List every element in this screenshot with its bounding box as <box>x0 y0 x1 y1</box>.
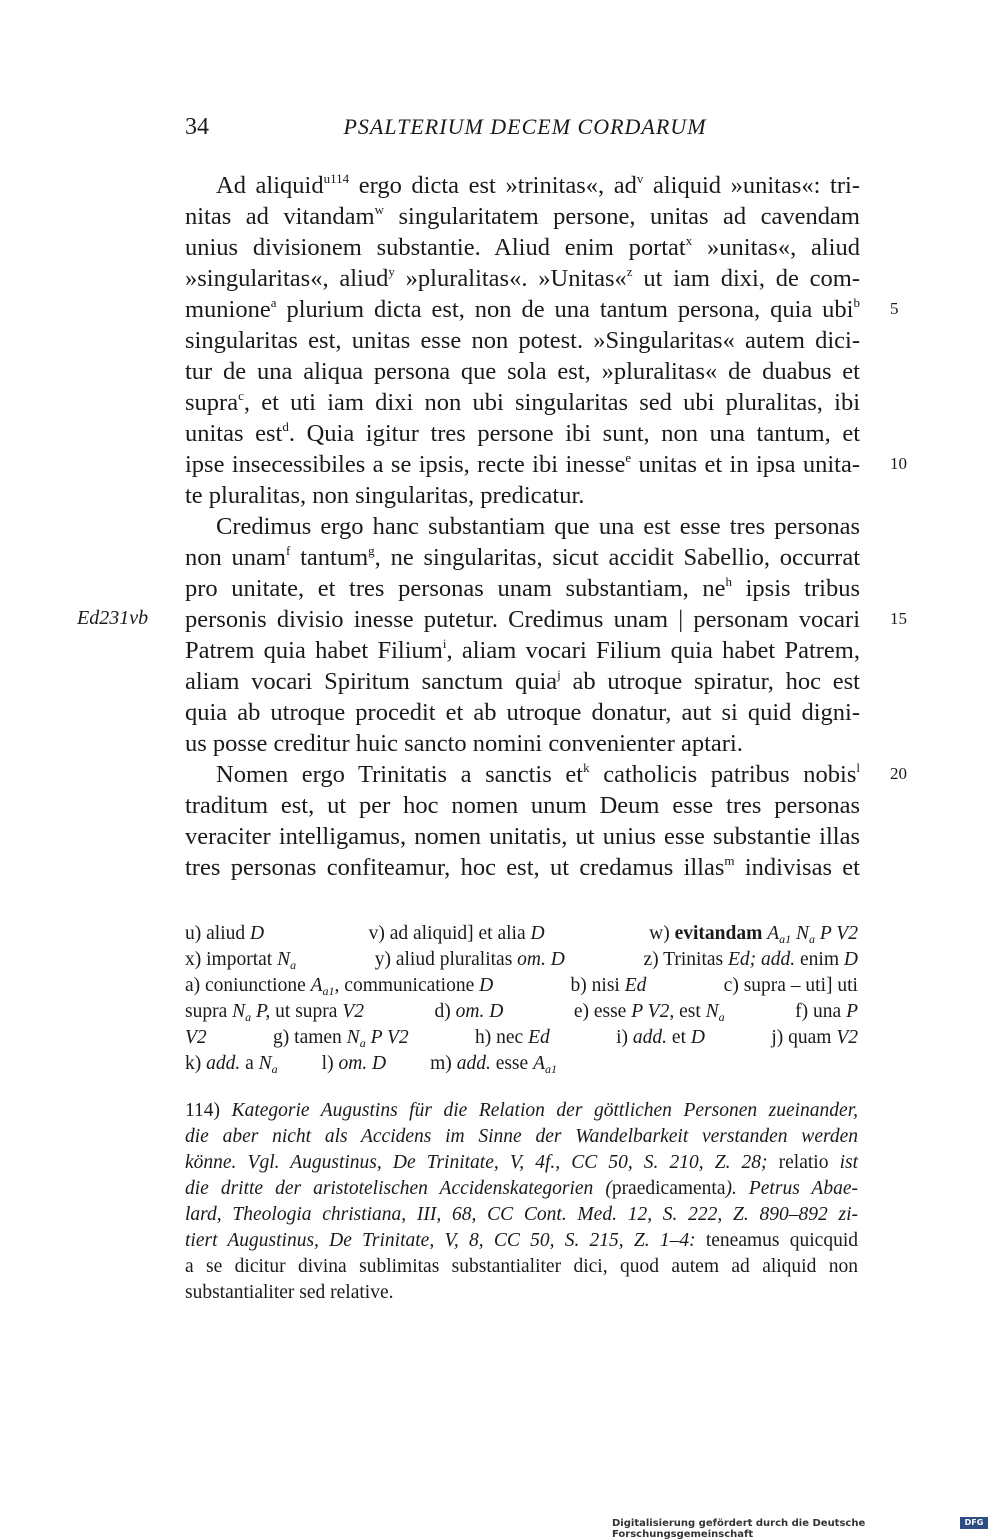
apparatus-entry: e) esse P V2, est $N_a$ <box>573 1001 725 1024</box>
apparatus-line-1 <box>185 921 858 947</box>
digitization-credit: Digitalisierung gefördert durch die Deutsche Forschungsgemeinschaft <box>612 1518 866 1540</box>
apparatus-entry: h) nec Ed <box>475 1027 550 1048</box>
apparatus-line-2 <box>185 947 858 973</box>
line-number: 10 <box>890 454 907 473</box>
text-line-16: Patrem quia habet Filium$^i$, aliam vocari Filium quia habet Patrem, <box>185 636 860 664</box>
apparatus-line-6 <box>185 1051 858 1077</box>
apparatus-entry: c) supra – uti] uti <box>723 975 858 996</box>
apparatus-entry: d) om. D <box>434 1001 504 1022</box>
note-line-2: die aber nicht als Accidens im Sinne der Wandelbarkeit verstanden werden <box>185 1126 858 1147</box>
page-number: 34 <box>185 114 209 140</box>
line-number: 15 <box>890 609 907 628</box>
apparatus-entry: w) evitandam $A_{a1}$ $N_a$ P V2 <box>649 923 858 946</box>
text-line-7: tur de una aliqua persona que sola est, »pluralitas« de duabus et <box>185 358 860 385</box>
note-line-3: könne. Vgl. Augustinus, De Trinitate, V, 4f., CC 50, S. 210, Z. 28; relatio ist <box>185 1152 858 1173</box>
apparatus-line-3 <box>185 973 858 999</box>
text-line-8: supra$^c$, et uti iam dixi non ubi singularitas sed ubi pluralitas, ibi <box>185 388 860 416</box>
text-line-9: unitas est$^d$. Quia igitur tres persone ibi sunt, non una tantum, et <box>185 419 860 447</box>
line-number: 20 <box>890 764 907 783</box>
apparatus-line-4 <box>185 999 858 1025</box>
note-line-7: a se dicitur divina sublimitas substantialiter dici, quod autem ad aliquid non <box>185 1256 858 1277</box>
apparatus-entry: b) nisi Ed <box>570 975 647 996</box>
text-line-4: »singularitas«, aliud$^y$ »pluralitas«. »Unitas«$^z$ ut iam dixi, de com- <box>185 264 860 292</box>
text-line-11: te pluralitas, non singularitas, predicatur. <box>185 482 585 509</box>
text-line-14: pro unitate, et tres personas unam substantiam, $ne^h$ ipsis tribus <box>185 574 860 602</box>
dfg-logo-icon: DFG <box>960 1517 988 1529</box>
apparatus-entry: y) aliud pluralitas om. D <box>374 949 565 970</box>
text-line-13: non unam$^f$ tantum$^g$, ne singularitas, sicut accidit Sabellio, occurrat <box>185 543 861 571</box>
apparatus-entry: k) add. a $N_a$ <box>185 1053 278 1076</box>
note-line-1: 114) Kategorie Augustins für die Relation der göttlichen Personen zueinander, <box>185 1100 859 1121</box>
note-line-6: tiert Augustinus, De Trinitate, V, 8, CC 50, S. 215, Z. 1–4: teneamus quicquid <box>185 1230 858 1251</box>
text-line-6: singularitas est, unitas esse non potest. »Singularitas« autem dici- <box>185 327 860 354</box>
text-line-10: ipse insecessibiles a se ipsis, recte ibi inesse$^e$ unitas et in ipsa unita- <box>185 450 861 478</box>
apparatus-entry: m) add. esse $A_{a1}$ <box>430 1053 557 1076</box>
text-line-5: munione$^a$ plurium dicta est, non de una tantum persona, quia ubi$^b$ <box>185 295 860 323</box>
apparatus-entry: g) tamen $N_a$ P V2 <box>273 1027 409 1050</box>
text-line-18: quia ab utroque procedit et ab utroque donatur, aut si quid digni- <box>185 699 860 726</box>
note-line-8: substantialiter sed relative. <box>185 1282 394 1303</box>
text-line-23: tres personas confiteamur, hoc est, ut credamus illas$^m$ indivisas et <box>185 853 860 881</box>
text-line-17: aliam vocari Spiritum sanctum quia$^j$ ab utroque spiratur, hoc est <box>185 667 860 695</box>
text-line-1: Ad aliquid$^{u114}$ ergo dicta est »trinitas«, $ad^v$ aliquid »unitas«: tri- <box>216 171 860 199</box>
text-line-12: Credimus ergo hanc substantiam que una est esse tres personas <box>216 513 860 540</box>
text-line-2: nitas ad vitandam$^w$ singularitatem persone, unitas ad cavendam <box>185 202 860 230</box>
apparatus-entry: l) om. D <box>321 1053 387 1074</box>
text-line-3: unius divisionem substantie. Aliud enim portat$^x$ »unitas«, aliud <box>185 233 860 261</box>
margin-sigla: Ed231vb <box>77 607 149 629</box>
note-line-4: die dritte der aristotelischen Accidenskategorien (praedicamenta). Petrus Abae- <box>185 1178 858 1199</box>
apparatus-entry: a) coniunctione $A_{a1}$, communicatione D <box>185 975 494 998</box>
apparatus-entry: V2 <box>185 1027 207 1048</box>
apparatus-line-5 <box>185 1025 858 1051</box>
text-line-22: veraciter intelligamus, nomen unitatis, ut unius esse substantie illas <box>185 823 860 850</box>
text-line-15: personis divisio inesse putetur. Credimus unam | personam vocari <box>185 606 860 633</box>
text-line-21: traditum est, ut per hoc nomen unum Deum esse tres personas <box>185 792 860 819</box>
line-number: 5 <box>890 299 899 318</box>
apparatus-entry: f) una P <box>795 1001 858 1022</box>
apparatus-entry: x) importat $N_a$ <box>185 949 297 972</box>
apparatus-entry: j) quam V2 <box>771 1027 858 1048</box>
text-line-20: Nomen ergo Trinitatis a sanctis $et^k$ catholicis patribus nobis$^l$ <box>216 760 860 788</box>
note-line-5: lard, Theologia christiana, III, 68, CC Cont. Med. 12, S. 222, Z. 890–892 zi- <box>185 1204 858 1225</box>
apparatus-entry: supra $N_a$ P, ut supra V2 <box>185 1001 364 1024</box>
apparatus-entry: u) aliud D <box>185 923 265 944</box>
apparatus-entry: i) add. et D <box>616 1027 705 1048</box>
running-title: PSALTERIUM DECEM CORDARUM <box>343 114 707 139</box>
apparatus-entry: z) Trinitas Ed; add. enim D <box>643 949 858 970</box>
text-line-19: us posse creditur huic sancto nomini convenienter aptari. <box>185 730 743 757</box>
apparatus-entry: v) ad aliquid] et alia D <box>368 923 545 944</box>
